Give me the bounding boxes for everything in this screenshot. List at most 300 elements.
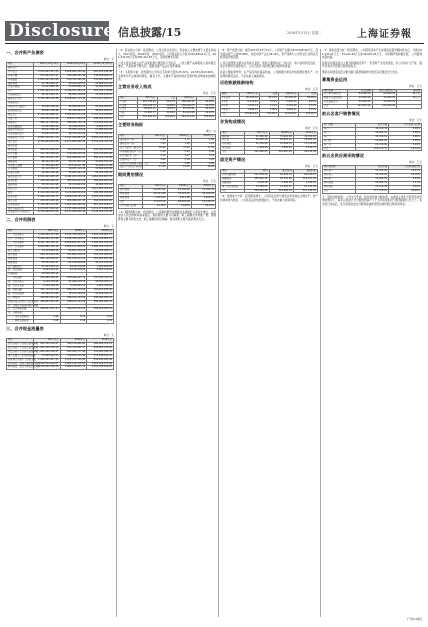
table-cell: 2.31% <box>298 104 317 108</box>
column-header: 项目 <box>221 170 245 174</box>
column-header: 累计折旧 <box>269 170 293 174</box>
table-cell: 10.26 <box>191 166 215 170</box>
table-cell: 合计 <box>323 105 348 109</box>
table-cell: 6,792,809,954.68 <box>33 141 60 145</box>
table-cell: 44,906,320.11 <box>87 184 114 188</box>
table-unit-note: 单位：万元 <box>305 165 318 169</box>
table-cell: 3,905,114.62 <box>87 269 114 273</box>
table-cell: 短期借款 <box>7 148 34 152</box>
table-cell: 5.58% <box>389 185 422 189</box>
column-header: 2017年12月31日 <box>33 63 60 67</box>
table-cell: 28,930,418.55 <box>60 82 87 86</box>
financial-table <box>6 229 114 324</box>
table-unit-note: 单位：% <box>205 130 216 134</box>
table-cell: 4.90% <box>389 139 422 143</box>
table-cell: 362,463,638.30 <box>87 288 114 292</box>
table-cell: 21,406,118.35 <box>60 281 87 285</box>
masthead <box>5 21 424 47</box>
table-cell: 21,118.40 <box>356 143 389 147</box>
table-cell: 客户五 <box>323 143 356 147</box>
column-divider <box>218 49 219 617</box>
table-cell: 41,310,992.07 <box>60 109 87 113</box>
table-cell: 税金及附加 <box>7 249 34 253</box>
table-cell: 其他应收款 <box>7 86 34 90</box>
table-cell: 39,335,118.04 <box>87 261 114 265</box>
table-cell: 递延收益 <box>7 184 34 188</box>
table-cell: 33,604.18 <box>356 178 389 182</box>
table-cell: 2,110,342,806.14 <box>33 113 60 117</box>
table-cell: 469,803,951.43 <box>33 308 60 312</box>
table-cell: 29,104,332.76 <box>87 172 114 176</box>
table-cell: 资产减值损失 <box>7 265 34 269</box>
table-cell: 550,928,318.87 <box>33 277 60 281</box>
column-2 <box>118 49 216 617</box>
table-cell: 105,641.42 <box>240 112 259 116</box>
table-cell: 期末现金及现金等价物余额 <box>8 357 36 361</box>
table-cell: 长期股权投资 <box>7 109 34 113</box>
table-cell: 合计 <box>323 147 356 151</box>
table-cell: 加：营业外收入 <box>7 281 34 285</box>
table-cell: 2,251,641,925.63 <box>33 176 60 180</box>
table-cell: 552,710,531.09 <box>33 288 60 292</box>
table-cell: 15,023,881.40 <box>33 86 60 90</box>
table-cell: （二）稀释每股收益 <box>7 320 34 324</box>
table-cell: 402,118,556.07 <box>33 257 60 261</box>
table-cell: 11,976.17 <box>269 185 293 189</box>
table-cell: 347,032,572.31 <box>87 277 114 281</box>
column-header: 2016年度 <box>60 230 87 234</box>
table-cell: 1年以内 <box>221 97 240 101</box>
table-cell: 84,218.07 <box>293 173 317 177</box>
table-cell: 1.18 <box>167 143 191 147</box>
column-header: 2015年度 <box>87 230 114 234</box>
table-cell: 3,131,479,989.56 <box>87 207 114 211</box>
table-row <box>221 151 318 155</box>
table-cell: 客户四 <box>323 139 356 143</box>
table-cell: 276,440,219.00 <box>60 152 87 156</box>
table-cell: 18,336,402.11 <box>33 273 60 277</box>
table-cell: -402,118,336.58 <box>33 346 60 350</box>
column-header: 2016年末 <box>279 93 298 97</box>
table-cell: 204,118,903.00 <box>87 152 114 156</box>
table-cell: 盈余公积 <box>7 199 34 203</box>
table-cell: 1,120,000,000.00 <box>60 191 87 195</box>
table-cell: 现金及现金等价物净增加额 <box>8 353 36 357</box>
table-cell: 30,336.55 <box>293 135 317 139</box>
table-cell: 2,719,972,337.69 <box>33 188 60 192</box>
table-cell: 存货 <box>7 90 34 94</box>
table-cell: 5.80% <box>389 135 422 139</box>
table-cell: 流动资产： <box>7 66 34 70</box>
table-cell: 85,000.00 <box>347 93 372 97</box>
table-cell: 84,029,316.60 <box>60 94 87 98</box>
table-cell: 210,443,906.92 <box>87 253 114 257</box>
table-cell: 2,260.40 <box>269 147 293 151</box>
table-cell: 1,084,245,227.35 <box>33 358 60 362</box>
table-cell: 31,662,405.08 <box>87 168 114 172</box>
column-divider <box>320 49 321 617</box>
table-cell: 加权平均净资产收益率 <box>120 165 143 169</box>
table-cell: 1,241,906,331.58 <box>33 90 60 94</box>
table-cell: 112,336.40 <box>245 173 269 177</box>
table-cell: 7,104,624.98 <box>87 265 114 269</box>
table-cell: 0.42 <box>33 316 60 320</box>
table-cell: 25,000.00 <box>347 101 372 105</box>
column-header: 2015年度 <box>87 339 114 343</box>
body-paragraph: （2）营业收入分析：报告期内，公司主营业务突出，营业收入主要来源于主营业务收入。2017年度、2016年度、2015年度，公司营业收入分别为522,840.61万元、461,233.04万元和390,411.87万元，呈持续增长趋势。 <box>118 49 216 60</box>
table-cell: 负债合计 <box>7 188 34 192</box>
table-cell: 供应商一 <box>323 170 356 174</box>
brand-banner: Disclosure <box>5 21 109 41</box>
table-cell: 54,369,545.75 <box>87 292 114 296</box>
table-cell: 6,271,692,622.18 <box>60 211 87 215</box>
table-cell: 0.36 <box>60 316 87 320</box>
table-cell: 3,795,589,536.98 <box>33 98 60 102</box>
table-cell: 57,983.77 <box>138 112 157 116</box>
table-cell: 870,332,190.18 <box>60 78 87 82</box>
table-cell: 归属于母公司所有者的净利润 <box>8 299 38 303</box>
table-cell: 90.12% <box>259 97 278 101</box>
table-cell: 1-2年 <box>221 100 240 104</box>
table-cell: 4,118,336.50 <box>60 269 87 273</box>
table-cell: 8.06% <box>389 128 422 132</box>
table-cell: 124,190.63 <box>245 151 269 155</box>
table-cell: 25,402.11 <box>269 139 293 143</box>
table-cell: 二、营业总成本 <box>7 242 34 246</box>
table-cell: 58,337,904.25 <box>60 160 87 164</box>
table-cell: 客户二 <box>323 131 356 135</box>
table-cell: 40,211.86 <box>143 193 167 197</box>
table-cell: 12,305,448.32 <box>33 125 60 129</box>
table-cell: 80,000.00 <box>372 93 397 97</box>
table-cell: 应收票据 <box>7 74 34 78</box>
table-cell: 1.88% <box>259 108 278 112</box>
column-header: 2015年度 <box>191 135 215 139</box>
body-paragraph: 公司应收账款主要为应收客户货款，账龄主要集中在一年以内，客户信用状况良好，发生坏账的可能性较小。公司已按会计政策足额计提坏账准备。 <box>220 61 318 69</box>
table-cell: 供应商三 <box>323 178 356 182</box>
table-cell: 5,139,305,313.58 <box>87 141 114 145</box>
table-cell: 三、营业利润 <box>7 277 34 281</box>
table-cell: 库存商品 <box>221 143 245 147</box>
table-cell: 188,406,221.35 <box>60 199 87 203</box>
table-cell: 存货周转率（次） <box>119 154 143 158</box>
column-header: 采购金额 <box>356 166 389 170</box>
table-cell: 1,106,872,405.31 <box>60 90 87 94</box>
table-cell: 36,110,204.00 <box>87 133 114 137</box>
table-cell: 3.51 <box>191 154 215 158</box>
table-cell: 2,007,825,324.02 <box>87 188 114 192</box>
table-cell: 1,003,415,221.06 <box>33 78 60 82</box>
table-unit-note: 单位：万元 <box>305 126 318 130</box>
table-cell: -512,330,441.07 <box>60 346 87 350</box>
table-cell: 1,153,413,327.35 <box>33 70 60 74</box>
table-cell: 70,279,786.63 <box>60 292 87 296</box>
table-cell: 3,118,405.22 <box>60 285 87 289</box>
table-cell: 30,336.55 <box>356 135 389 139</box>
table-cell: 312,406,551.29 <box>33 117 60 121</box>
body-paragraph: （4）期间费用分析：报告期内，公司期间费用总额随业务规模扩大而有所增长，占营业收入的比例保持基本稳定。销售费用主要为运输费、职工薪酬及市场推广费；管理费用主要为研发支出、职工薪酬及折旧摊销；财务费用主要为借款利息支出。 <box>118 210 216 221</box>
table-cell: 5,228,406,133.90 <box>33 238 60 242</box>
table-cell: 903,452,199.56 <box>87 70 114 74</box>
table-heading: 一、合并资产负债表 <box>6 50 44 55</box>
column-header: 2017年末 <box>245 131 269 135</box>
table-cell: 38,442,106.99 <box>33 172 60 176</box>
table-cell: 20,604.18 <box>293 139 317 143</box>
table-cell: 28,402.11 <box>356 182 389 186</box>
column-header: 原值 <box>245 170 269 174</box>
table-cell: 1,984,206,113.46 <box>60 113 87 117</box>
column-header: 销售金额 <box>356 124 389 128</box>
table-cell: 1,155,113,332.90 <box>60 358 87 362</box>
column-header: 2016年度 <box>167 185 191 189</box>
table-cell: 156,118.33 <box>138 104 157 108</box>
table-cell: 销售费用 <box>119 189 143 193</box>
table-cell: 55,601,230.00 <box>33 133 60 137</box>
table-cell: 21,044.39 <box>191 189 215 193</box>
table-cell: 补充流动资金 <box>323 101 348 105</box>
table-cell: 186,402.11 <box>245 177 269 181</box>
body-paragraph: 公司主营业务收入按产品类别划分情况如下表所示，公司主要产品销售收入保持稳定增长，产品结构不断优化，高附加值产品占比逐年提高。 <box>118 61 216 69</box>
table-cell: （一）基本每股收益 <box>7 316 34 320</box>
table-cell: 应付票据 <box>7 152 34 156</box>
table-cell: 5.96 <box>191 150 215 154</box>
table-cell: 0.42 <box>33 320 60 324</box>
table-cell: 2,330.14 <box>240 104 259 108</box>
table-cell: 供应商五 <box>323 185 356 189</box>
table-cell: 19,806,211.43 <box>87 82 114 86</box>
table-cell: 货币资金 <box>7 70 34 74</box>
table-cell: 合计 <box>323 189 356 193</box>
financial-table <box>118 184 216 208</box>
table-cell: -281,002,330.47 <box>33 350 60 354</box>
table-cell: 10.38% <box>389 174 422 178</box>
table-cell: 58,330,410.27 <box>33 261 60 265</box>
table-cell: 40.85% <box>196 100 215 104</box>
table-cell: 15,000.00 <box>372 97 397 101</box>
table-cell: 流动比率（倍） <box>119 139 143 143</box>
table-cell: 55,144.14 <box>191 200 215 204</box>
table-cell: 110,687.24 <box>269 151 293 155</box>
column-header: 2015年度 <box>191 185 215 189</box>
table-cell: 发出商品 <box>221 147 245 151</box>
column-header: 2017年末 <box>240 93 259 97</box>
table-cell: 55,906,113.48 <box>87 164 114 168</box>
table-cell: 1.12 <box>191 143 215 147</box>
table-cell: 经营活动产生的现金流量净额 <box>8 342 38 345</box>
table-cell: -398,662,115.40 <box>87 346 114 350</box>
column-header: 占比 <box>196 96 215 100</box>
table-unit-note: 单位：万元 <box>203 91 216 95</box>
table-cell: 1.72 <box>167 139 191 143</box>
table-cell: 客户三 <box>323 135 356 139</box>
table-cell: 1,120,000,000.00 <box>33 191 60 195</box>
table-cell: 469,803,951.43 <box>33 300 60 304</box>
table-cell: 37.91 <box>167 146 191 150</box>
table-cell: 房屋及建筑物 <box>221 173 245 177</box>
body-paragraph: 投资活动现金流出主要为购建固定资产、无形资产支付的现金，系公司为扩大产能、提升技术水平而进行的持续投入。 <box>322 61 422 69</box>
table-cell: 290,336,114.18 <box>33 253 60 257</box>
table-cell: 42,118,330.57 <box>33 168 60 172</box>
column-header: 占采购总额比例 <box>389 166 422 170</box>
column-header: 项目 <box>7 63 34 67</box>
table-cell: 购买商品、接受劳务支付的现金 <box>8 365 41 369</box>
table-cell: 29.76% <box>389 147 422 151</box>
column-header: 项目 <box>119 96 138 100</box>
table-cell: 66,204,110.18 <box>33 160 60 164</box>
table-cell: 33,206.55 <box>245 185 269 189</box>
table-cell: 3.20 <box>191 158 215 162</box>
column-header: 项目 <box>7 339 34 343</box>
financial-table <box>220 92 318 116</box>
table-cell: 速动比率（倍） <box>119 143 143 147</box>
table-cell: 0.48 <box>167 162 191 166</box>
table-cell: 2,382,228,303.11 <box>87 137 114 141</box>
table-cell: 1,406,118,335.72 <box>60 195 87 199</box>
table-cell: 年产XX万吨项目 <box>323 93 348 97</box>
table-cell: 其他应付款 <box>7 172 34 176</box>
table-cell: 85,330.41 <box>177 108 196 112</box>
column-header: 项目 <box>119 135 143 139</box>
table-cell: 125,000.00 <box>347 105 372 109</box>
table-cell: 311,204,558.00 <box>33 152 60 156</box>
table-cell: 3.47 <box>167 154 191 158</box>
table-cell: 2,118.36 <box>279 104 298 108</box>
table-row <box>119 116 216 120</box>
table-cell: 5.58 <box>143 150 167 154</box>
column-header: 项目 <box>7 230 34 234</box>
body-paragraph: 五、股利分配政策：公司实行连续、稳定的利润分配政策，在满足正常生产经营资金需求的情况下，每年以现金方式分配的利润不少于当年实现的可分配利润的百分之十。本次发行完成后，发行前滚存的未分配利润由新老股东按持股比例共同享有。 <box>322 195 422 206</box>
table-cell: 320,829,239.44 <box>60 354 87 358</box>
table-cell: 4,612,330,418.55 <box>60 238 87 242</box>
table-cell: 45,906.33 <box>269 143 293 147</box>
table-cell: 38.42 <box>143 146 167 150</box>
table-cell: 产品B <box>119 104 138 108</box>
table-cell: 1,640.92 <box>279 108 298 112</box>
table-cell: 301,662,405.58 <box>87 257 114 261</box>
table-cell: 2,429.65 <box>245 147 269 151</box>
table-cell: 2,154.73 <box>293 147 317 151</box>
column-header: 2016年度 <box>60 339 87 343</box>
table-cell: 466,204,331.19 <box>87 343 114 347</box>
table-cell: 14.12% <box>191 204 215 208</box>
table-row <box>323 147 422 151</box>
table-cell: 可供出售金融资产 <box>7 105 34 109</box>
column-header: 投资总额 <box>347 89 372 93</box>
table-cell: 研发中心建设项目 <box>323 97 348 101</box>
table-cell: 资本公积 <box>7 195 34 199</box>
table-cell: 25,604.18 <box>356 139 389 143</box>
table-cell: 96,113,402.15 <box>33 94 60 98</box>
table-cell: 13.21% <box>389 170 422 174</box>
table-cell: 股本 <box>7 191 34 195</box>
table-cell: 64,835.36 <box>167 200 191 204</box>
table-cell: 其他 <box>119 112 138 116</box>
table-cell: 4,211.89 <box>167 197 191 201</box>
table-cell: 六、其他综合收益的税后净额 <box>8 303 38 307</box>
table-cell: 540,118,402.63 <box>60 343 87 347</box>
table-cell: 在建工程 <box>7 117 34 121</box>
table-cell: 155,579.57 <box>356 147 389 151</box>
table-cell: 192,446,301.92 <box>60 74 87 78</box>
table-cell: 177,579.27 <box>356 189 389 193</box>
table-cell: 13,205,669.72 <box>60 86 87 90</box>
table-unit-note: 单位：万元 <box>203 180 216 184</box>
table-cell: 八、每股收益： <box>7 312 34 316</box>
table-cell: 4,905,118,336.44 <box>60 362 87 366</box>
table-cell: 0.36 <box>60 320 87 324</box>
table-cell: 6,118.40 <box>240 100 259 104</box>
table-cell: 28,118.36 <box>245 139 269 143</box>
table-cell: 37,118.40 <box>269 135 293 139</box>
financial-table <box>322 89 422 110</box>
table-cell: 6,792,809,954.68 <box>33 211 60 215</box>
table-cell: 4.04% <box>389 143 422 147</box>
table-cell: 42,118,906.66 <box>60 261 87 265</box>
table-heading: 募集资金运用 <box>322 76 348 82</box>
table-cell: 469,803,951.43 <box>33 296 60 300</box>
table-cell: 应付账款 <box>7 156 34 160</box>
table-cell: 41,902,533.19 <box>87 160 114 164</box>
column-header: 2016年末 <box>269 131 293 135</box>
financial-table <box>6 338 114 370</box>
table-cell: 流动资产合计 <box>7 98 34 102</box>
table-cell: 100.00% <box>196 116 215 120</box>
table-cell: 90,214.38 <box>293 151 317 155</box>
table-cell: 100.00% <box>259 112 278 116</box>
table-cell: 机器设备 <box>221 177 245 181</box>
table-cell: 一、营业总收入 <box>7 234 34 238</box>
table-cell: 合计 <box>221 151 245 155</box>
column-header: 拟投入募集资金 <box>372 89 397 93</box>
continuation-note: (下转16版) <box>406 617 422 621</box>
newspaper-logo: 上海证券報 <box>357 29 412 40</box>
table-cell: 11.51 <box>167 166 191 170</box>
table-cell: 1,514.18 <box>293 181 317 185</box>
table-cell: 4,702,118,335.41 <box>33 242 60 246</box>
table-cell: 所有者权益合计 <box>7 207 34 211</box>
table-cell: 5.79% <box>259 100 278 104</box>
financial-table <box>6 62 114 215</box>
table-cell: 210,336.40 <box>138 100 157 104</box>
table-cell: 销售费用 <box>7 253 34 257</box>
table-cell: 非流动资产合计 <box>7 137 34 141</box>
table-cell: 760,000,000.00 <box>60 148 87 152</box>
table-cell: 251,004,618.32 <box>60 253 87 257</box>
table-cell: 18,336,402.17 <box>87 281 114 285</box>
table-cell: 21,230.38 <box>293 185 317 189</box>
table-cell: 6,304,118.27 <box>33 269 60 273</box>
table-cell: 336,063.42 <box>245 189 269 193</box>
financial-table <box>322 123 422 151</box>
table-cell: 供应商二 <box>323 174 356 178</box>
financial-table <box>220 169 318 193</box>
table-cell: 占营业收入比例 <box>119 204 143 208</box>
table-cell: 固定资产 <box>7 113 34 117</box>
table-cell: 在产品 <box>221 139 245 143</box>
body-paragraph: （6）偿债能力分析：报告期各期末，公司流动比率与速动比率保持在合理水平，资产负债率较为稳定，公司具有良好的偿债能力，不存在重大债务风险。 <box>220 195 318 203</box>
table-cell: 2,474,224,003.50 <box>60 188 87 192</box>
table-cell: 1,701,334,560.88 <box>87 113 114 117</box>
table-cell: 63,118,207.92 <box>60 164 87 168</box>
table-cell: 电子及其他设备 <box>221 185 245 189</box>
table-cell: 100.00% <box>298 112 317 116</box>
table-cell: 52,336.40 <box>245 143 269 147</box>
table-cell: 198,562,413.07 <box>87 117 114 121</box>
column-header: 2016年12月31日 <box>60 63 87 67</box>
table-cell: 610,000,000.00 <box>87 148 114 152</box>
table-cell: 450,244,197.76 <box>60 277 87 281</box>
table-cell: 合计 <box>221 189 245 193</box>
